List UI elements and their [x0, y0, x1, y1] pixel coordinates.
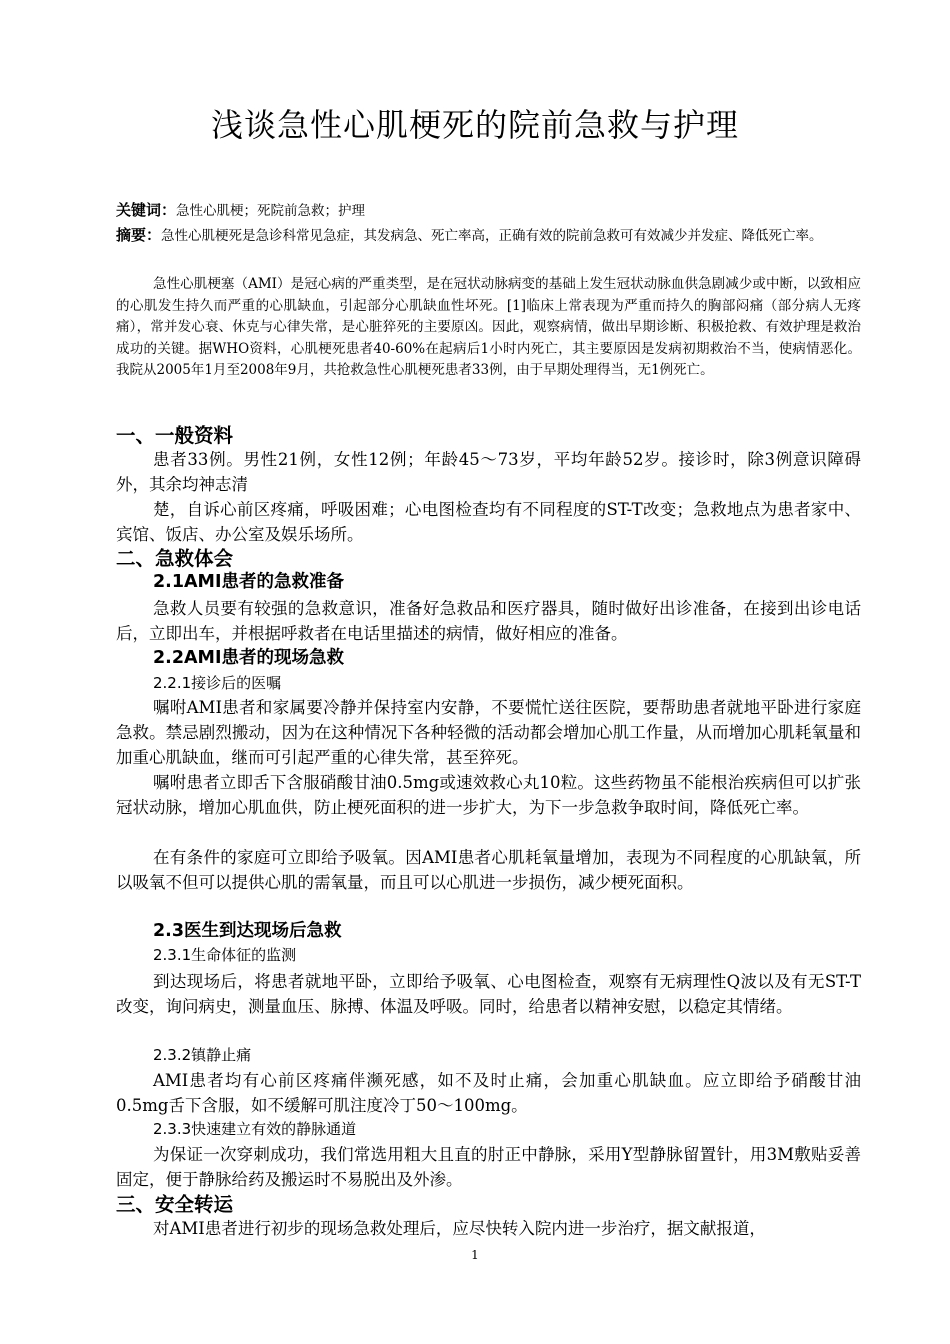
abstract — [116, 225, 861, 248]
section-heading-1: 一、一般资料 — [116, 424, 234, 447]
subsubsection-heading-2-2-1: 2.2.1接诊后的医嘱 — [153, 674, 282, 692]
subsubsection-heading-2-3-3: 2.3.3快速建立有效的静脉通道 — [153, 1120, 357, 1138]
page-number: 1 — [471, 1248, 479, 1262]
subsection-heading-2-1: 2.1AMI患者的急救准备 — [153, 572, 344, 592]
subsection-heading-2-2: 2.2AMI患者的现场急救 — [153, 648, 344, 668]
subsection-heading-2-3: 2.3医生到达现场后急救 — [153, 921, 342, 941]
section-heading-2: 二、急救体会 — [116, 547, 234, 570]
abstract-label: 摘要： — [116, 226, 162, 244]
paragraph-2-2-1c: 在有条件的家庭可立即给予吸氧。因AMI患者心肌耗氧量增加，表现为不同程度的心肌缺氧，所以吸氧不但可以提供心肌的需氧量，而且可以心肌进一步损伤，减少梗死面积。 — [116, 848, 861, 892]
document-title: 浅谈急性心肌梗死的院前急救与护理 — [210, 106, 739, 144]
paragraph-3: 对AMI患者进行初步的现场急救处理后，应尽快转入院内进一步治疗，据文献报道， — [153, 1219, 766, 1238]
paragraph-2-3-2: AMI患者均有心前区疼痛伴濒死感，如不及时止痛，会加重心肌缺血。应立即给予硝酸甘油0.5mg舌下含服，如不缓解可肌注度冷丁50～100mg。 — [116, 1071, 861, 1115]
keywords-text: 急性心肌梗；死院前急救；护理 — [176, 203, 366, 219]
paragraph-2-2-1b: 嘱咐患者立即舌下含服硝酸甘油0.5mg或速效救心丸10粒。这些药物虽不能根治疾病但可以扩张冠状动脉，增加心肌血供，防止梗死面积的进一步扩大，为下一步急救争取时间，降低死亡率。 — [116, 773, 861, 817]
section-heading-3: 三、安全转运 — [116, 1193, 234, 1216]
intro-paragraph: 急性心肌梗塞（AMI）是冠心病的严重类型，是在冠状动脉病变的基础上发生冠状动脉血供急剧减少或中断，以致相应的心肌发生持久而严重的心肌缺血，引起部分心肌缺血性坏死。[1]临床上常表现为严重而持久的胸部闷痛（部分病人无疼痛），常并发心衰、休克与心律失常，是心脏猝死的主要原凶。因此，观察病情，做出早期诊断、积极抢救、有效护理是救治成功的关键。据WHO资料，心肌梗死患者40-60%在起病后1小时内死亡，其主要原因是发病初期救治不当，使病情恶化。我院从2005年1月至2008年9月，共抢救急性心肌梗死患者33例，由于早期处理得当，无1例死亡。 — [116, 276, 861, 378]
paragraph-general-2: 楚，自诉心前区疼痛，呼吸困难；心电图检查均有不同程度的ST-T改变；急救地点为患者家中、宾馆、饭店、办公室及娱乐场所。 — [116, 500, 861, 544]
subsubsection-heading-2-3-1: 2.3.1生命体征的监测 — [153, 946, 297, 964]
subsubsection-heading-2-3-2: 2.3.2镇静止痛 — [153, 1046, 252, 1064]
abstract-text: 急性心肌梗死是急诊科常见急症，其发病急、死亡率高，正确有效的院前急救可有效减少并发症、降低死亡率。 — [161, 228, 823, 244]
paragraph-2-3-1: 到达现场后，将患者就地平卧，立即给予吸氧、心电图检查，观察有无病理性Q波以及有无ST-T改变，询问病史，测量血压、脉搏、体温及呼吸。同时，给患者以精神安慰，以稳定其情绪。 — [116, 972, 861, 1016]
paragraph-2-3-3: 为保证一次穿刺成功，我们常选用粗大且直的肘正中静脉，采用Y型静脉留置针，用3M敷贴妥善固定，便于静脉给药及搬运时不易脱出及外渗。 — [116, 1145, 861, 1189]
keywords-line — [116, 200, 861, 223]
paragraph-2-1: 急救人员要有较强的急救意识，准备好急救品和医疗器具，随时做好出诊准备，在接到出诊电话后，立即出车，并根据呼救者在电话里描述的病情，做好相应的准备。 — [116, 599, 861, 643]
keywords-label: 关键词： — [116, 201, 177, 219]
paragraph-general-1: 患者33例。男性21例，女性12例；年龄45～73岁，平均年龄52岁。接诊时，除3例意识障碍外，其余均神志清 — [116, 450, 861, 494]
paragraph-2-2-1a: 嘱咐AMI患者和家属要冷静并保持室内安静，不要慌忙送往医院，要帮助患者就地平卧进行家庭急救。禁忌剧烈搬动，因为在这种情况下各种轻微的活动都会增加心肌工作量，从而增加心肌耗氧量和加重心肌缺血，继而可引起严重的心律失常，甚至猝死。 — [116, 698, 861, 767]
